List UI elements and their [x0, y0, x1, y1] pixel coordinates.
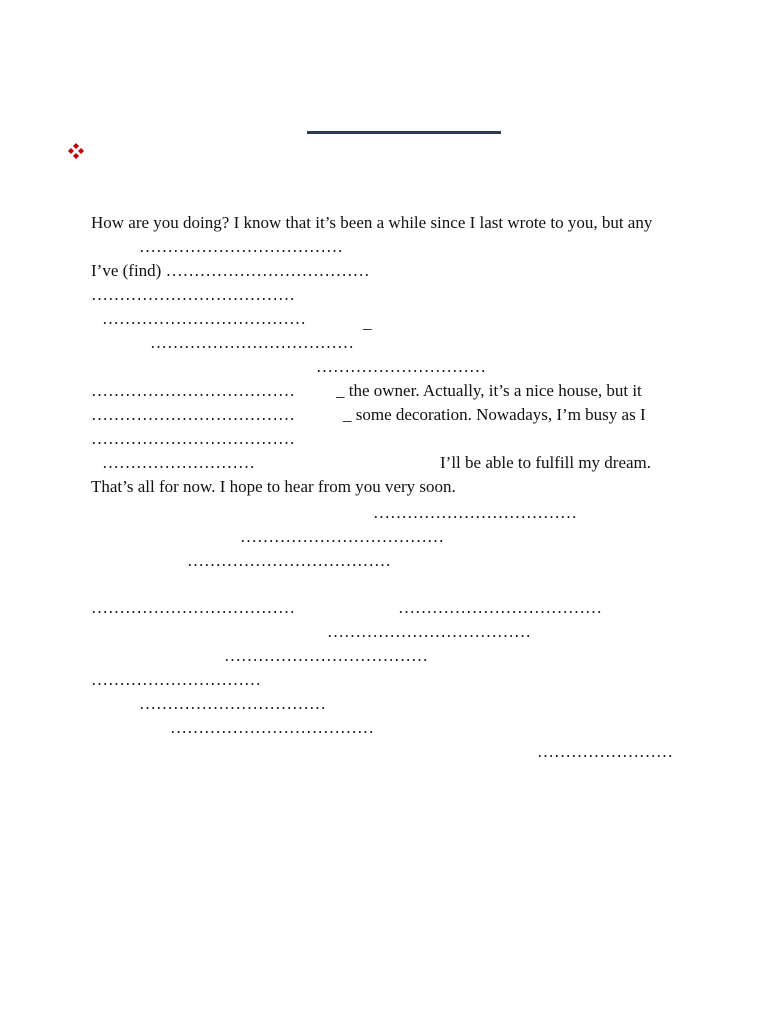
blank-line: ………………………………: [373, 503, 577, 522]
blank-line: ………………………………: [327, 622, 531, 641]
blank-line: ………………………………: [170, 718, 374, 737]
blank-line: ………………………………: [139, 237, 343, 256]
blank-line: ………………………: [102, 453, 255, 472]
blank-line: ………………………………: [91, 381, 295, 400]
diamond-bullet-icon: [68, 143, 84, 159]
letter-line-decoration: _ some decoration. Nowadays, I’m busy as I: [343, 405, 646, 424]
blank-line: ………………………………: [91, 285, 295, 304]
letter-line-dream: I’ll be able to fulfill my dream.: [440, 453, 652, 472]
letter-line-closing: That’s all for now. I hope to hear from you very soon.: [91, 477, 456, 496]
blank-line: …………………………: [316, 357, 486, 376]
blank-line: ………………………………: [91, 405, 295, 424]
blank-line: ……………………: [537, 742, 673, 761]
blank-line: …………………………: [91, 670, 261, 689]
blank-line: ………………………………: [224, 646, 428, 665]
blank-line: ……………………………: [139, 694, 326, 713]
letter-line-owner: _ the owner. Actually, it’s a nice house, but it: [336, 381, 642, 400]
blank-line: ………………………………: [150, 333, 354, 352]
blank-line: ………………………………: [240, 527, 444, 546]
blank-line: ………………………………: [91, 429, 295, 448]
letter-line-opening: How are you doing? I know that it’s been a while since I last wrote to you, but any: [91, 213, 653, 232]
title-underline: [307, 131, 501, 134]
underscore-mark: _: [363, 313, 372, 332]
blank-line: ………………………………: [91, 598, 295, 617]
blank-line: ………………………………: [102, 309, 306, 328]
letter-line-find: I’ve (find) ………………………………: [91, 261, 370, 280]
blank-line: ………………………………: [398, 598, 602, 617]
blank-line: ………………………………: [187, 551, 391, 570]
